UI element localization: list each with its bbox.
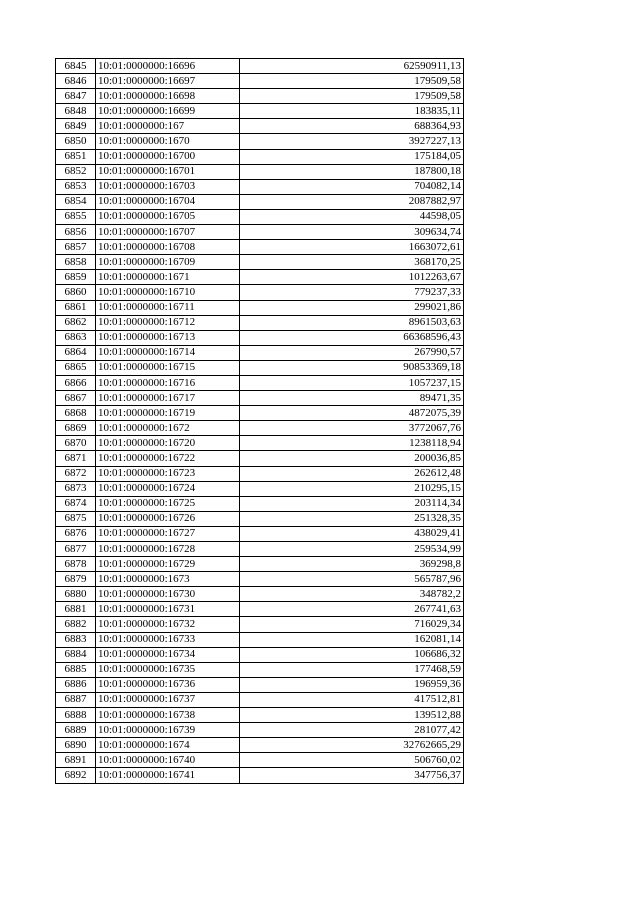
table-row	[56, 300, 464, 315]
row-number-cell: 6868	[56, 406, 96, 421]
table-row	[56, 315, 464, 330]
table-row	[56, 74, 464, 89]
cadastral-number-cell: 10:01:0000000:16701	[96, 164, 240, 179]
table-row	[56, 481, 464, 496]
row-number-cell: 6889	[56, 723, 96, 738]
cadastral-number-cell: 10:01:0000000:16710	[96, 285, 240, 300]
cadastral-number-cell: 10:01:0000000:16729	[96, 557, 240, 572]
table-row	[56, 285, 464, 300]
row-number-cell: 6863	[56, 330, 96, 345]
cadastral-value-cell: 309634,74	[240, 225, 464, 240]
cadastral-value-cell: 4872075,39	[240, 406, 464, 421]
cadastral-number-cell: 10:01:0000000:167	[96, 119, 240, 134]
table-row	[56, 647, 464, 662]
row-number-cell: 6856	[56, 225, 96, 240]
cadastral-value-cell: 779237,33	[240, 285, 464, 300]
cadastral-value-cell: 1663072,61	[240, 240, 464, 255]
row-number-cell: 6852	[56, 164, 96, 179]
table-row	[56, 511, 464, 526]
table-row	[56, 496, 464, 511]
cadastral-value-cell: 139512,88	[240, 708, 464, 723]
cadastral-number-cell: 10:01:0000000:1673	[96, 572, 240, 587]
table-row	[56, 436, 464, 451]
cadastral-number-cell: 10:01:0000000:16730	[96, 587, 240, 602]
cadastral-number-cell: 10:01:0000000:16698	[96, 89, 240, 104]
cadastral-number-cell: 10:01:0000000:1671	[96, 270, 240, 285]
cadastral-number-cell: 10:01:0000000:16728	[96, 542, 240, 557]
table-row	[56, 89, 464, 104]
cadastral-number-cell: 10:01:0000000:16714	[96, 345, 240, 360]
table-row	[56, 677, 464, 692]
row-number-cell: 6884	[56, 647, 96, 662]
row-number-cell: 6851	[56, 149, 96, 164]
table-row	[56, 330, 464, 345]
row-number-cell: 6879	[56, 572, 96, 587]
cadastral-value-cell: 187800,18	[240, 164, 464, 179]
cadastral-value-cell: 281077,42	[240, 723, 464, 738]
cadastral-value-cell: 565787,96	[240, 572, 464, 587]
cadastral-number-cell: 10:01:0000000:16707	[96, 225, 240, 240]
table-row	[56, 375, 464, 390]
cadastral-number-cell: 10:01:0000000:16719	[96, 406, 240, 421]
row-number-cell: 6883	[56, 632, 96, 647]
cadastral-number-cell: 10:01:0000000:16704	[96, 194, 240, 209]
row-number-cell: 6871	[56, 451, 96, 466]
table-row	[56, 602, 464, 617]
row-number-cell: 6891	[56, 753, 96, 768]
table-row	[56, 542, 464, 557]
row-number-cell: 6885	[56, 662, 96, 677]
cadastral-value-cell: 62590911,13	[240, 59, 464, 74]
cadastral-number-cell: 10:01:0000000:16741	[96, 768, 240, 783]
row-number-cell: 6859	[56, 270, 96, 285]
cadastral-number-cell: 10:01:0000000:16731	[96, 602, 240, 617]
cadastral-value-cell: 251328,35	[240, 511, 464, 526]
cadastral-value-cell: 716029,34	[240, 617, 464, 632]
cadastral-value-cell: 203114,34	[240, 496, 464, 511]
row-number-cell: 6886	[56, 677, 96, 692]
row-number-cell: 6861	[56, 300, 96, 315]
row-number-cell: 6854	[56, 194, 96, 209]
cadastral-value-cell: 348782,2	[240, 587, 464, 602]
cadastre-value-table	[55, 58, 464, 784]
row-number-cell: 6872	[56, 466, 96, 481]
row-number-cell: 6892	[56, 768, 96, 783]
cadastral-number-cell: 10:01:0000000:16708	[96, 240, 240, 255]
row-number-cell: 6869	[56, 421, 96, 436]
table-row	[56, 632, 464, 647]
table-row	[56, 149, 464, 164]
cadastral-number-cell: 10:01:0000000:16715	[96, 360, 240, 375]
row-number-cell: 6853	[56, 179, 96, 194]
cadastral-value-cell: 196959,36	[240, 677, 464, 692]
row-number-cell: 6873	[56, 481, 96, 496]
cadastral-number-cell: 10:01:0000000:16727	[96, 526, 240, 541]
cadastral-value-cell: 183835,11	[240, 104, 464, 119]
row-number-cell: 6870	[56, 436, 96, 451]
table-row	[56, 662, 464, 677]
row-number-cell: 6874	[56, 496, 96, 511]
table-row	[56, 104, 464, 119]
cadastral-value-cell: 177468,59	[240, 662, 464, 677]
cadastral-value-cell: 90853369,18	[240, 360, 464, 375]
row-number-cell: 6849	[56, 119, 96, 134]
cadastral-value-cell: 162081,14	[240, 632, 464, 647]
table-row	[56, 360, 464, 375]
row-number-cell: 6888	[56, 708, 96, 723]
cadastral-value-cell: 259534,99	[240, 542, 464, 557]
cadastral-number-cell: 10:01:0000000:16711	[96, 300, 240, 315]
cadastral-value-cell: 688364,93	[240, 119, 464, 134]
cadastral-number-cell: 10:01:0000000:16736	[96, 677, 240, 692]
row-number-cell: 6880	[56, 587, 96, 602]
row-number-cell: 6858	[56, 255, 96, 270]
table-row	[56, 164, 464, 179]
cadastral-number-cell: 10:01:0000000:16699	[96, 104, 240, 119]
cadastral-number-cell: 10:01:0000000:16700	[96, 149, 240, 164]
table-row	[56, 723, 464, 738]
cadastral-value-cell: 32762665,29	[240, 738, 464, 753]
row-number-cell: 6857	[56, 240, 96, 255]
cadastral-value-cell: 106686,32	[240, 647, 464, 662]
cadastral-value-cell: 89471,35	[240, 391, 464, 406]
table-row	[56, 240, 464, 255]
cadastral-value-cell: 506760,02	[240, 753, 464, 768]
row-number-cell: 6850	[56, 134, 96, 149]
cadastral-number-cell: 10:01:0000000:16722	[96, 451, 240, 466]
table-row	[56, 255, 464, 270]
cadastral-value-cell: 262612,48	[240, 466, 464, 481]
cadastral-value-cell: 66368596,43	[240, 330, 464, 345]
cadastral-number-cell: 10:01:0000000:1672	[96, 421, 240, 436]
row-number-cell: 6890	[56, 738, 96, 753]
cadastral-value-cell: 267741,63	[240, 602, 464, 617]
table-row	[56, 59, 464, 74]
table-row	[56, 345, 464, 360]
table-row	[56, 225, 464, 240]
cadastral-value-cell: 704082,14	[240, 179, 464, 194]
cadastral-number-cell: 10:01:0000000:16737	[96, 692, 240, 707]
cadastral-value-cell: 417512,81	[240, 692, 464, 707]
table-body	[56, 59, 464, 784]
row-number-cell: 6864	[56, 345, 96, 360]
cadastral-value-cell: 1012263,67	[240, 270, 464, 285]
row-number-cell: 6875	[56, 511, 96, 526]
cadastral-value-cell: 3927227,13	[240, 134, 464, 149]
cadastral-value-cell: 3772067,76	[240, 421, 464, 436]
cadastral-number-cell: 10:01:0000000:16696	[96, 59, 240, 74]
row-number-cell: 6845	[56, 59, 96, 74]
cadastral-number-cell: 10:01:0000000:16703	[96, 179, 240, 194]
cadastral-number-cell: 10:01:0000000:16709	[96, 255, 240, 270]
cadastral-number-cell: 10:01:0000000:16697	[96, 74, 240, 89]
row-number-cell: 6862	[56, 315, 96, 330]
table-row	[56, 617, 464, 632]
table-row	[56, 451, 464, 466]
table-row	[56, 466, 464, 481]
cadastral-value-cell: 299021,86	[240, 300, 464, 315]
row-number-cell: 6878	[56, 557, 96, 572]
cadastral-value-cell: 2087882,97	[240, 194, 464, 209]
cadastral-number-cell: 10:01:0000000:16733	[96, 632, 240, 647]
table-row	[56, 406, 464, 421]
row-number-cell: 6847	[56, 89, 96, 104]
cadastral-value-cell: 210295,15	[240, 481, 464, 496]
cadastral-value-cell: 267990,57	[240, 345, 464, 360]
cadastral-number-cell: 10:01:0000000:1670	[96, 134, 240, 149]
row-number-cell: 6876	[56, 526, 96, 541]
cadastral-value-cell: 200036,85	[240, 451, 464, 466]
table-row	[56, 587, 464, 602]
table-row	[56, 738, 464, 753]
cadastral-number-cell: 10:01:0000000:16738	[96, 708, 240, 723]
cadastral-value-cell: 368170,25	[240, 255, 464, 270]
cadastral-value-cell: 8961503,63	[240, 315, 464, 330]
cadastral-number-cell: 10:01:0000000:16713	[96, 330, 240, 345]
row-number-cell: 6867	[56, 391, 96, 406]
table-row	[56, 209, 464, 224]
table-row	[56, 753, 464, 768]
row-number-cell: 6855	[56, 209, 96, 224]
table-row	[56, 119, 464, 134]
table-row	[56, 134, 464, 149]
cadastral-number-cell: 10:01:0000000:16720	[96, 436, 240, 451]
row-number-cell: 6877	[56, 542, 96, 557]
table-row	[56, 557, 464, 572]
row-number-cell: 6866	[56, 375, 96, 390]
cadastral-value-cell: 1057237,15	[240, 375, 464, 390]
cadastral-number-cell: 10:01:0000000:16739	[96, 723, 240, 738]
cadastral-number-cell: 10:01:0000000:16716	[96, 375, 240, 390]
cadastral-value-cell: 347756,37	[240, 768, 464, 783]
row-number-cell: 6881	[56, 602, 96, 617]
cadastral-number-cell: 10:01:0000000:16717	[96, 391, 240, 406]
cadastral-number-cell: 10:01:0000000:16705	[96, 209, 240, 224]
row-number-cell: 6865	[56, 360, 96, 375]
table-row	[56, 768, 464, 783]
table-row	[56, 421, 464, 436]
cadastral-value-cell: 438029,41	[240, 526, 464, 541]
row-number-cell: 6860	[56, 285, 96, 300]
cadastral-number-cell: 10:01:0000000:16723	[96, 466, 240, 481]
cadastral-value-cell: 1238118,94	[240, 436, 464, 451]
cadastral-number-cell: 10:01:0000000:1674	[96, 738, 240, 753]
row-number-cell: 6887	[56, 692, 96, 707]
cadastral-number-cell: 10:01:0000000:16725	[96, 496, 240, 511]
cadastral-value-cell: 179509,58	[240, 89, 464, 104]
cadastral-value-cell: 179509,58	[240, 74, 464, 89]
cadastral-value-cell: 175184,05	[240, 149, 464, 164]
cadastral-value-cell: 44598,05	[240, 209, 464, 224]
cadastral-value-cell: 369298,8	[240, 557, 464, 572]
table-row	[56, 708, 464, 723]
cadastral-number-cell: 10:01:0000000:16712	[96, 315, 240, 330]
table-row	[56, 194, 464, 209]
table-row	[56, 526, 464, 541]
table-row	[56, 270, 464, 285]
cadastral-number-cell: 10:01:0000000:16740	[96, 753, 240, 768]
cadastral-number-cell: 10:01:0000000:16732	[96, 617, 240, 632]
cadastral-number-cell: 10:01:0000000:16724	[96, 481, 240, 496]
table-row	[56, 179, 464, 194]
table-row	[56, 391, 464, 406]
row-number-cell: 6846	[56, 74, 96, 89]
table-row	[56, 572, 464, 587]
cadastral-number-cell: 10:01:0000000:16726	[96, 511, 240, 526]
row-number-cell: 6848	[56, 104, 96, 119]
cadastral-number-cell: 10:01:0000000:16734	[96, 647, 240, 662]
row-number-cell: 6882	[56, 617, 96, 632]
table-row	[56, 692, 464, 707]
cadastral-number-cell: 10:01:0000000:16735	[96, 662, 240, 677]
